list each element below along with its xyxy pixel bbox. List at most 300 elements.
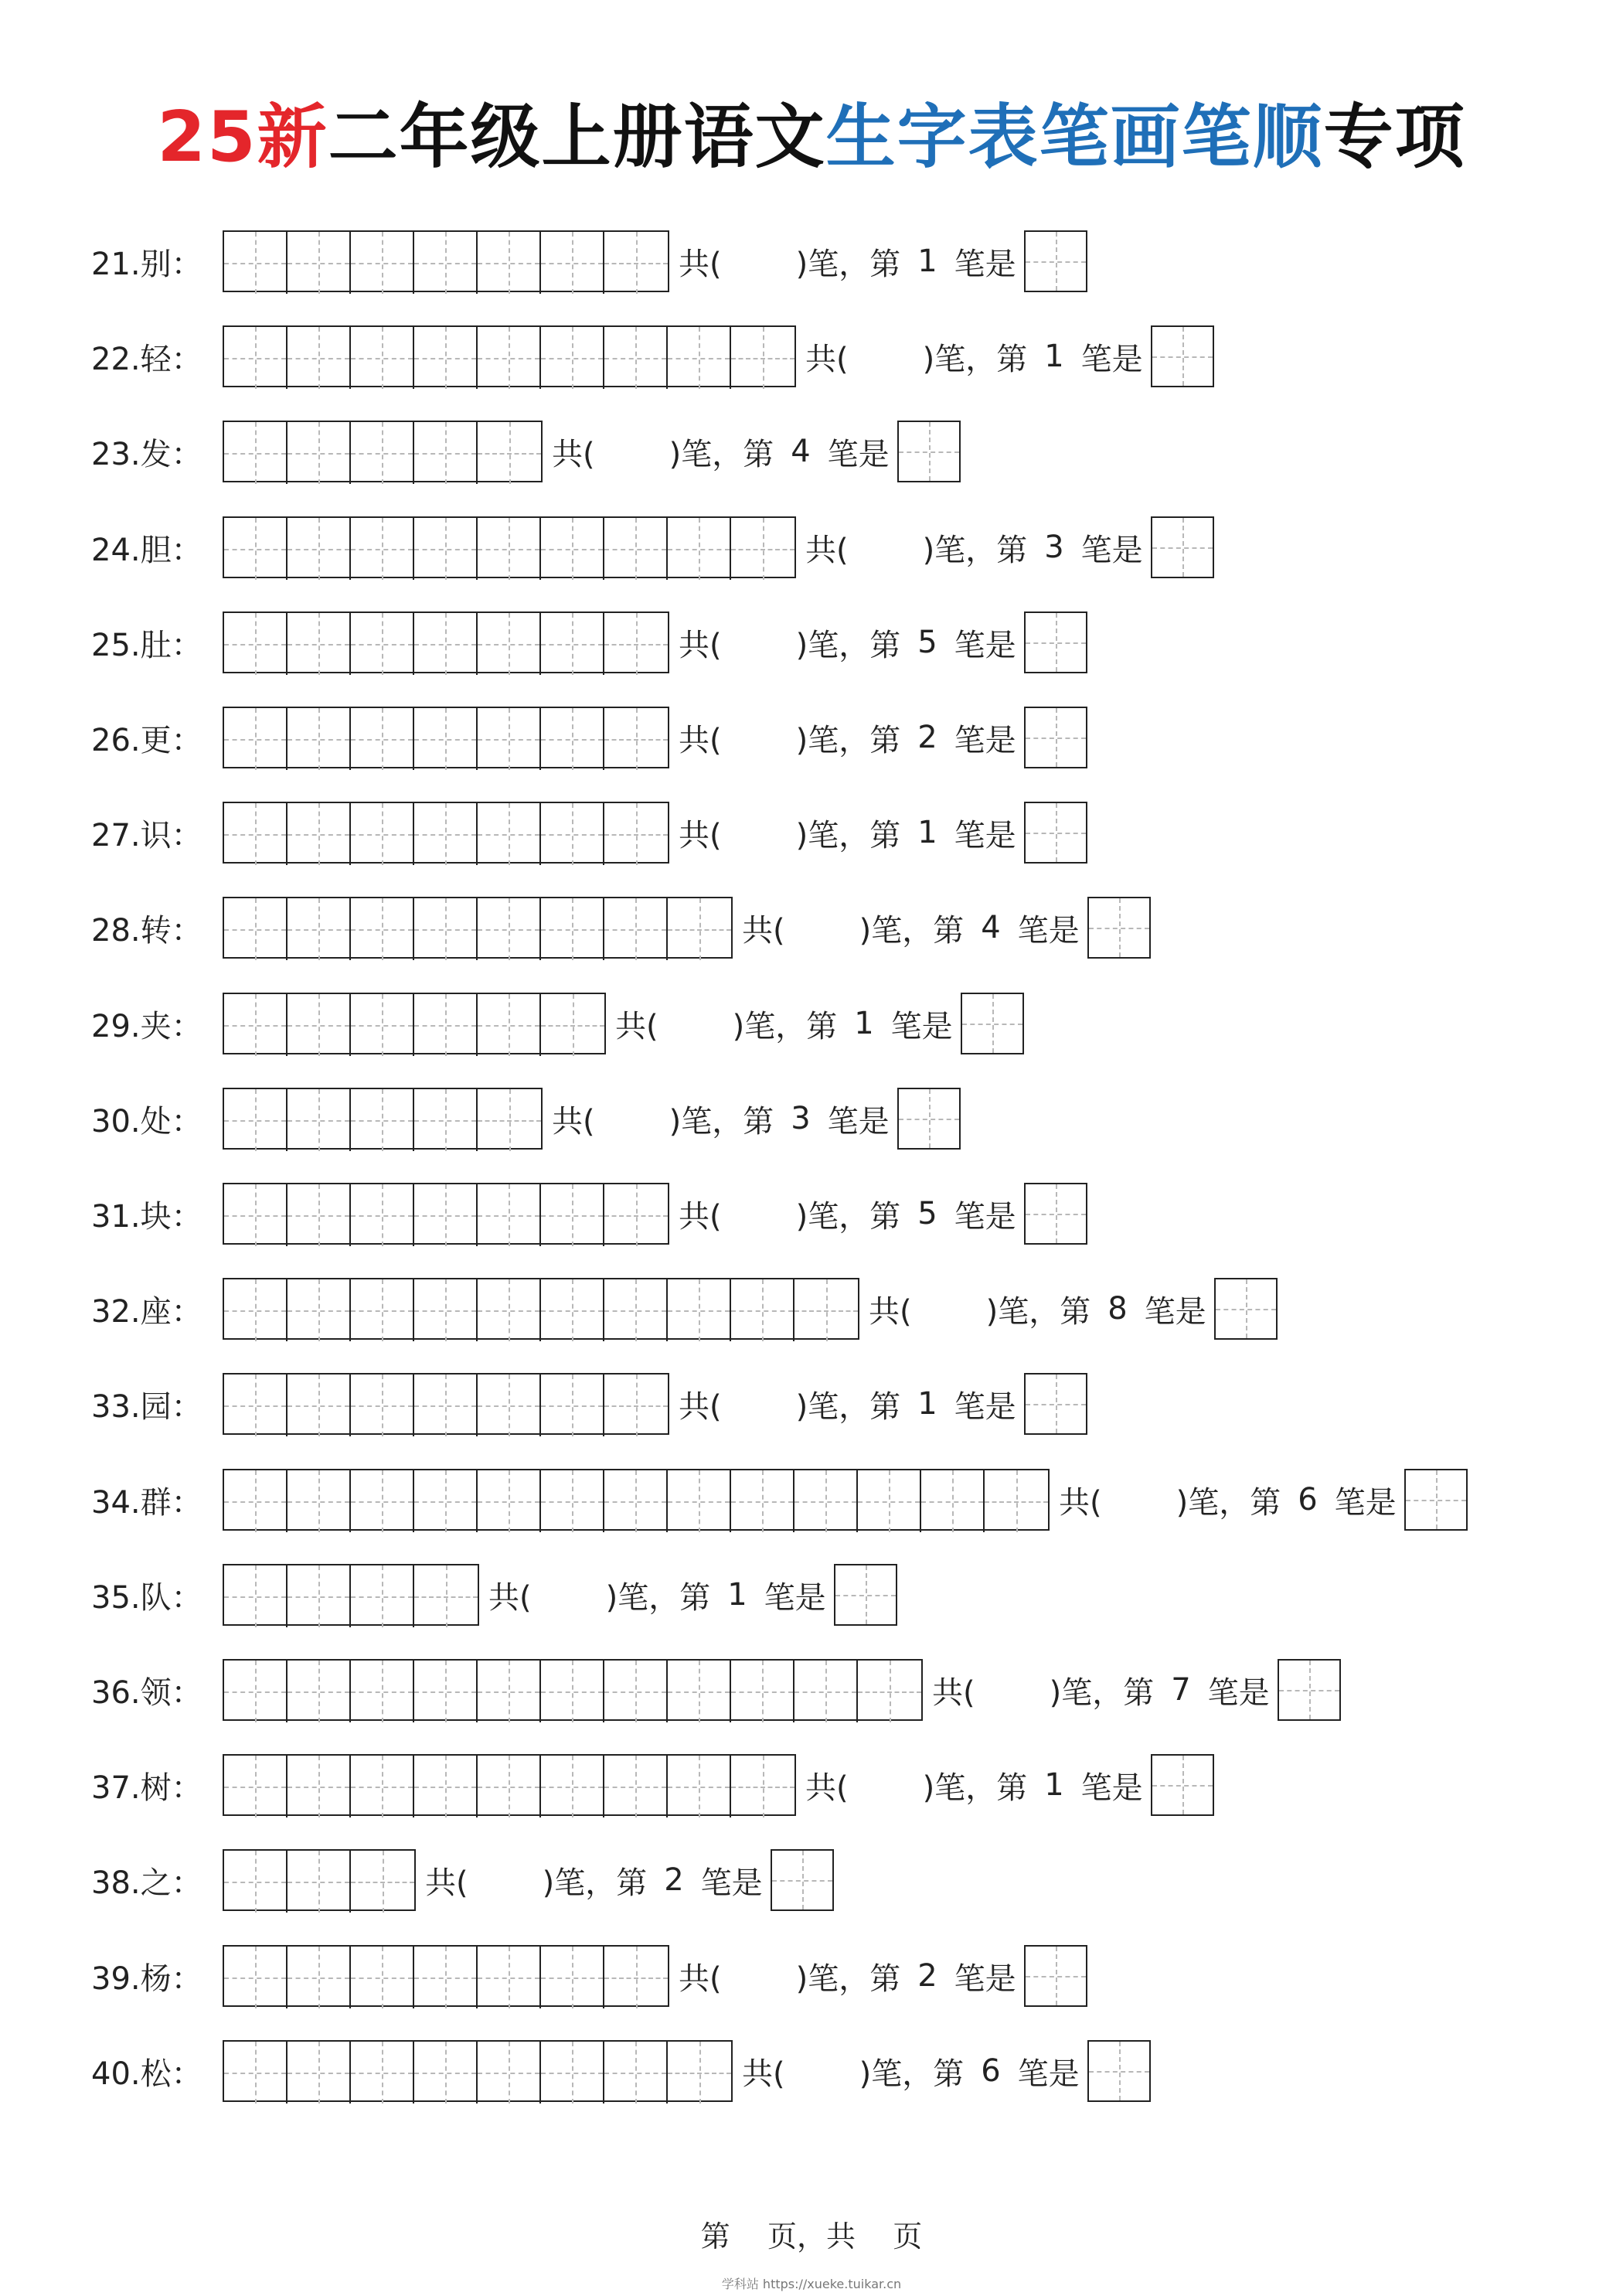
exercise-row xyxy=(91,1753,1214,1817)
character-label: 26.更： xyxy=(91,722,202,758)
writing-box[interactable] xyxy=(541,994,604,1056)
stroke-question xyxy=(742,2049,1080,2093)
stroke-question xyxy=(932,1668,1270,1712)
stroke-order-grid xyxy=(223,1945,669,2007)
writing-box[interactable] xyxy=(288,422,351,484)
writing-box[interactable] xyxy=(541,708,604,770)
writing-box[interactable] xyxy=(541,1947,604,2008)
page-footer: 第 页，共 页 xyxy=(700,2219,923,2253)
writing-box[interactable] xyxy=(224,1184,288,1246)
total-prefix: 共( xyxy=(805,1770,849,1806)
stroke-index: 4 xyxy=(981,910,1001,945)
writing-box[interactable] xyxy=(288,613,351,675)
stroke-question xyxy=(805,1763,1143,1807)
writing-box[interactable] xyxy=(224,1947,288,2008)
writing-box[interactable] xyxy=(288,1851,351,1913)
stroke-index: 1 xyxy=(1044,1767,1064,1803)
stroke-index: 1 xyxy=(727,1577,747,1613)
character-label: 31.块： xyxy=(91,1198,202,1235)
writing-box[interactable] xyxy=(224,1565,288,1627)
answer-box[interactable] xyxy=(834,1564,897,1626)
writing-box[interactable] xyxy=(224,708,288,770)
writing-box[interactable] xyxy=(351,708,414,770)
writing-box[interactable] xyxy=(288,994,351,1056)
writing-box[interactable] xyxy=(414,1279,478,1341)
stroke-index: 4 xyxy=(791,434,811,469)
writing-box[interactable] xyxy=(604,898,668,960)
writing-box[interactable] xyxy=(288,1470,351,1532)
stroke-index: 5 xyxy=(917,1196,937,1231)
writing-box[interactable] xyxy=(541,1470,604,1532)
answer-box[interactable] xyxy=(1404,1469,1468,1531)
writing-box[interactable] xyxy=(604,803,668,865)
writing-box[interactable] xyxy=(288,1089,351,1151)
writing-box[interactable] xyxy=(541,232,604,294)
writing-box[interactable] xyxy=(351,898,414,960)
writing-box[interactable] xyxy=(351,1661,414,1722)
writing-box[interactable] xyxy=(478,518,541,580)
exercise-row xyxy=(91,1657,1341,1722)
exercise-row xyxy=(91,1562,897,1627)
character-label: 21.别： xyxy=(91,246,202,282)
stroke-order-grid xyxy=(223,516,796,578)
writing-box[interactable] xyxy=(351,1565,414,1627)
strokes-suffix: )笔，第 xyxy=(922,341,1028,377)
answer-box[interactable] xyxy=(1151,1754,1214,1816)
writing-box[interactable] xyxy=(351,327,414,389)
answer-box[interactable] xyxy=(1024,611,1087,673)
writing-box[interactable] xyxy=(478,1184,541,1246)
writing-box[interactable] xyxy=(224,1661,288,1722)
stroke-is-label: 笔是 xyxy=(954,627,1016,663)
writing-box[interactable] xyxy=(794,1661,858,1722)
writing-box[interactable] xyxy=(414,1375,478,1436)
writing-box[interactable] xyxy=(478,898,541,960)
stroke-question xyxy=(679,1954,1016,1998)
stroke-is-label: 笔是 xyxy=(1334,1484,1397,1521)
strokes-suffix: )笔，第 xyxy=(795,627,901,663)
total-prefix: 共( xyxy=(679,246,722,282)
writing-box[interactable] xyxy=(414,232,478,294)
strokes-suffix: )笔，第 xyxy=(795,1388,901,1425)
writing-box[interactable] xyxy=(541,2042,604,2104)
stroke-is-label: 笔是 xyxy=(1144,1293,1206,1330)
stroke-index: 1 xyxy=(1044,339,1064,374)
stroke-order-grid xyxy=(223,1183,669,1245)
stroke-is-label: 笔是 xyxy=(1080,532,1143,568)
strokes-suffix: )笔，第 xyxy=(605,1579,711,1616)
writing-box[interactable] xyxy=(604,232,668,294)
stroke-question xyxy=(679,621,1016,665)
writing-box[interactable] xyxy=(668,518,731,580)
writing-box[interactable] xyxy=(604,1756,668,1817)
writing-box[interactable] xyxy=(351,1470,414,1532)
stroke-is-label: 笔是 xyxy=(1080,1770,1143,1806)
writing-box[interactable] xyxy=(288,1565,351,1627)
writing-box[interactable] xyxy=(858,1661,921,1722)
answer-box[interactable] xyxy=(961,993,1024,1054)
stroke-index: 7 xyxy=(1171,1672,1191,1708)
stroke-order-grid xyxy=(223,1754,796,1816)
character-label: 28.转： xyxy=(91,912,202,949)
stroke-is-label: 笔是 xyxy=(954,1198,1016,1235)
writing-box[interactable] xyxy=(224,232,288,294)
stroke-question xyxy=(615,1002,953,1046)
writing-box[interactable] xyxy=(414,613,478,675)
writing-box[interactable] xyxy=(604,327,668,389)
writing-box[interactable] xyxy=(351,613,414,675)
stroke-index: 3 xyxy=(791,1101,811,1136)
writing-box[interactable] xyxy=(478,803,541,865)
stroke-order-grid xyxy=(223,802,669,864)
writing-box[interactable] xyxy=(288,232,351,294)
writing-box[interactable] xyxy=(478,613,541,675)
writing-box[interactable] xyxy=(224,2042,288,2104)
exercise-row xyxy=(91,419,961,484)
answer-box[interactable] xyxy=(1087,2040,1151,2102)
writing-box[interactable] xyxy=(731,518,794,580)
answer-box[interactable] xyxy=(1024,802,1087,864)
stroke-question xyxy=(679,811,1016,855)
strokes-suffix: )笔，第 xyxy=(669,436,774,472)
writing-box[interactable] xyxy=(604,1947,668,2008)
character-label: 30.处： xyxy=(91,1103,202,1139)
stroke-is-label: 笔是 xyxy=(764,1579,826,1616)
writing-box[interactable] xyxy=(224,1089,288,1151)
writing-box[interactable] xyxy=(604,708,668,770)
writing-box[interactable] xyxy=(351,1947,414,2008)
answer-box[interactable] xyxy=(1214,1278,1278,1340)
stroke-question xyxy=(742,906,1080,950)
answer-box[interactable] xyxy=(897,421,961,482)
writing-box[interactable] xyxy=(731,1470,794,1532)
writing-box[interactable] xyxy=(224,1375,288,1436)
stroke-order-grid xyxy=(223,325,796,387)
exercise-row xyxy=(91,1276,1278,1341)
character-label: 40.松： xyxy=(91,2056,202,2092)
stroke-question xyxy=(679,716,1016,760)
writing-box[interactable] xyxy=(288,1661,351,1722)
total-prefix: 共( xyxy=(488,1579,532,1616)
writing-box[interactable] xyxy=(604,518,668,580)
exercise-row xyxy=(91,1371,1087,1436)
stroke-is-label: 笔是 xyxy=(827,436,890,472)
stroke-index: 1 xyxy=(854,1006,874,1041)
writing-box[interactable] xyxy=(478,1470,541,1532)
writing-box[interactable] xyxy=(478,1756,541,1817)
writing-box[interactable] xyxy=(288,1375,351,1436)
exercise-row xyxy=(91,1467,1468,1532)
writing-box[interactable] xyxy=(541,613,604,675)
writing-box[interactable] xyxy=(224,518,288,580)
character-label: 34.群： xyxy=(91,1484,202,1521)
writing-box[interactable] xyxy=(478,2042,541,2104)
writing-box[interactable] xyxy=(224,1851,288,1913)
writing-box[interactable] xyxy=(288,518,351,580)
writing-box[interactable] xyxy=(668,1470,731,1532)
title-part: 25新 xyxy=(157,97,328,178)
writing-box[interactable] xyxy=(541,1661,604,1722)
writing-box[interactable] xyxy=(541,1375,604,1436)
stroke-index: 5 xyxy=(917,625,937,660)
writing-box[interactable] xyxy=(541,898,604,960)
writing-box[interactable] xyxy=(351,1089,414,1151)
writing-box[interactable] xyxy=(604,1470,668,1532)
writing-box[interactable] xyxy=(604,1279,668,1341)
character-label: 22.轻： xyxy=(91,341,202,377)
stroke-order-grid xyxy=(223,707,669,768)
writing-box[interactable] xyxy=(604,2042,668,2104)
writing-box[interactable] xyxy=(224,1470,288,1532)
writing-box[interactable] xyxy=(541,518,604,580)
writing-box[interactable] xyxy=(731,327,794,389)
total-prefix: 共( xyxy=(679,1960,722,1997)
writing-box[interactable] xyxy=(858,1470,921,1532)
writing-box[interactable] xyxy=(224,994,288,1056)
writing-box[interactable] xyxy=(224,613,288,675)
writing-box[interactable] xyxy=(478,327,541,389)
answer-box[interactable] xyxy=(1024,1183,1087,1245)
stroke-is-label: 笔是 xyxy=(1017,2056,1080,2092)
stroke-is-label: 笔是 xyxy=(954,817,1016,853)
writing-box[interactable] xyxy=(288,2042,351,2104)
exercise-row xyxy=(91,1943,1087,2008)
exercise-row xyxy=(91,895,1151,960)
total-prefix: 共( xyxy=(742,912,785,949)
writing-box[interactable] xyxy=(224,1279,288,1341)
writing-box[interactable] xyxy=(224,327,288,389)
exercise-row xyxy=(91,1086,961,1151)
writing-box[interactable] xyxy=(414,1089,478,1151)
stroke-question xyxy=(488,1573,826,1617)
writing-box[interactable] xyxy=(414,803,478,865)
stroke-index: 1 xyxy=(917,815,937,850)
writing-box[interactable] xyxy=(288,1279,351,1341)
writing-box[interactable] xyxy=(224,898,288,960)
stroke-order-grid xyxy=(223,2040,733,2102)
stroke-question xyxy=(552,1097,890,1141)
stroke-index: 6 xyxy=(1298,1482,1318,1518)
writing-box[interactable] xyxy=(351,1184,414,1246)
writing-box[interactable] xyxy=(351,232,414,294)
character-label: 27.识： xyxy=(91,817,202,853)
writing-box[interactable] xyxy=(351,803,414,865)
answer-box[interactable] xyxy=(1151,325,1214,387)
answer-box[interactable] xyxy=(1024,1945,1087,2007)
writing-box[interactable] xyxy=(541,1279,604,1341)
writing-box[interactable] xyxy=(794,1279,858,1341)
writing-box[interactable] xyxy=(351,1279,414,1341)
stroke-is-label: 笔是 xyxy=(1017,912,1080,949)
writing-box[interactable] xyxy=(224,803,288,865)
writing-box[interactable] xyxy=(351,1851,414,1913)
writing-box[interactable] xyxy=(351,1756,414,1817)
total-prefix: 共( xyxy=(1059,1484,1102,1521)
answer-box[interactable] xyxy=(1024,1373,1087,1435)
exercise-row xyxy=(91,515,1214,580)
stroke-order-grid xyxy=(223,1088,543,1150)
writing-box[interactable] xyxy=(288,803,351,865)
stroke-question xyxy=(869,1287,1206,1331)
writing-box[interactable] xyxy=(288,898,351,960)
writing-box[interactable] xyxy=(351,518,414,580)
stroke-order-grid xyxy=(223,421,543,482)
writing-box[interactable] xyxy=(288,708,351,770)
writing-box[interactable] xyxy=(794,1470,858,1532)
writing-box[interactable] xyxy=(414,1184,478,1246)
stroke-is-label: 笔是 xyxy=(954,1960,1016,1997)
exercise-row xyxy=(91,324,1214,389)
writing-box[interactable] xyxy=(414,422,478,484)
total-prefix: 共( xyxy=(679,1388,722,1425)
answer-box[interactable] xyxy=(1087,897,1151,959)
writing-box[interactable] xyxy=(224,422,288,484)
writing-box[interactable] xyxy=(668,2042,731,2104)
stroke-is-label: 笔是 xyxy=(954,1388,1016,1425)
writing-box[interactable] xyxy=(478,422,541,484)
writing-box[interactable] xyxy=(288,327,351,389)
stroke-order-grid xyxy=(223,897,733,959)
title-part: 专项 xyxy=(1323,97,1466,178)
character-label: 23.发： xyxy=(91,436,202,472)
character-label: 29.夹： xyxy=(91,1008,202,1044)
writing-box[interactable] xyxy=(541,1184,604,1246)
writing-box[interactable] xyxy=(414,994,478,1056)
stroke-order-grid xyxy=(223,1278,859,1340)
total-prefix: 共( xyxy=(552,1103,595,1139)
exercise-row xyxy=(91,610,1087,675)
answer-box[interactable] xyxy=(897,1088,961,1150)
writing-box[interactable] xyxy=(478,1661,541,1722)
exercise-row xyxy=(91,991,1024,1056)
writing-box[interactable] xyxy=(288,1184,351,1246)
writing-box[interactable] xyxy=(478,1375,541,1436)
writing-box[interactable] xyxy=(668,1661,731,1722)
stroke-order-grid xyxy=(223,1849,416,1911)
exercise-row xyxy=(91,1848,834,1913)
writing-box[interactable] xyxy=(731,1756,794,1817)
character-label: 25.肚： xyxy=(91,627,202,663)
stroke-order-grid xyxy=(223,993,606,1054)
writing-box[interactable] xyxy=(414,1661,478,1722)
writing-box[interactable] xyxy=(478,1279,541,1341)
writing-box[interactable] xyxy=(604,1184,668,1246)
writing-box[interactable] xyxy=(541,327,604,389)
exercise-row xyxy=(91,2039,1151,2104)
writing-box[interactable] xyxy=(541,1756,604,1817)
writing-box[interactable] xyxy=(541,803,604,865)
answer-box[interactable] xyxy=(1151,516,1214,578)
writing-box[interactable] xyxy=(731,1661,794,1722)
writing-box[interactable] xyxy=(921,1470,985,1532)
character-label: 32.座： xyxy=(91,1293,202,1330)
writing-box[interactable] xyxy=(414,2042,478,2104)
strokes-suffix: )笔，第 xyxy=(795,1198,901,1235)
stroke-is-label: 笔是 xyxy=(890,1008,953,1044)
writing-box[interactable] xyxy=(288,1756,351,1817)
answer-box[interactable] xyxy=(1024,707,1087,768)
total-prefix: 共( xyxy=(425,1865,468,1901)
writing-box[interactable] xyxy=(731,1279,794,1341)
exercise-row xyxy=(91,800,1087,865)
writing-box[interactable] xyxy=(985,1470,1048,1532)
strokes-suffix: )笔，第 xyxy=(985,1293,1091,1330)
writing-box[interactable] xyxy=(288,1947,351,2008)
writing-box[interactable] xyxy=(668,327,731,389)
strokes-suffix: )笔，第 xyxy=(542,1865,648,1901)
answer-box[interactable] xyxy=(1278,1659,1341,1721)
writing-box[interactable] xyxy=(668,1756,731,1817)
strokes-suffix: )笔，第 xyxy=(732,1008,838,1044)
writing-box[interactable] xyxy=(478,232,541,294)
writing-box[interactable] xyxy=(414,1756,478,1817)
total-prefix: 共( xyxy=(552,436,595,472)
writing-box[interactable] xyxy=(414,1947,478,2008)
stroke-order-grid xyxy=(223,1564,479,1626)
writing-box[interactable] xyxy=(414,327,478,389)
answer-box[interactable] xyxy=(771,1849,834,1911)
writing-box[interactable] xyxy=(414,1470,478,1532)
writing-box[interactable] xyxy=(478,1947,541,2008)
stroke-order-grid xyxy=(223,1659,923,1721)
writing-box[interactable] xyxy=(478,994,541,1056)
writing-box[interactable] xyxy=(478,1089,541,1151)
answer-box[interactable] xyxy=(1024,230,1087,292)
character-label: 37.树： xyxy=(91,1770,202,1806)
stroke-index: 2 xyxy=(664,1862,684,1898)
writing-box[interactable] xyxy=(414,518,478,580)
stroke-order-grid xyxy=(223,230,669,292)
total-prefix: 共( xyxy=(679,722,722,758)
stroke-index: 6 xyxy=(981,2053,1001,2089)
writing-box[interactable] xyxy=(351,994,414,1056)
writing-box[interactable] xyxy=(414,898,478,960)
exercise-row xyxy=(91,1181,1087,1246)
stroke-question xyxy=(805,335,1143,379)
total-prefix: 共( xyxy=(742,2056,785,2092)
writing-box[interactable] xyxy=(478,708,541,770)
exercise-row xyxy=(91,229,1087,294)
writing-box[interactable] xyxy=(604,1661,668,1722)
strokes-suffix: )笔，第 xyxy=(669,1103,774,1139)
stroke-index: 2 xyxy=(917,720,937,755)
stroke-index: 1 xyxy=(917,244,937,279)
writing-box[interactable] xyxy=(668,898,731,960)
strokes-suffix: )笔，第 xyxy=(795,817,901,853)
source-watermark: 学科站 https://xueke.tuikar.cn xyxy=(721,2277,902,2291)
writing-box[interactable] xyxy=(604,1375,668,1436)
writing-box[interactable] xyxy=(351,2042,414,2104)
strokes-suffix: )笔，第 xyxy=(859,2056,965,2092)
strokes-suffix: )笔，第 xyxy=(795,1960,901,1997)
writing-box[interactable] xyxy=(604,613,668,675)
total-prefix: 共( xyxy=(679,627,722,663)
strokes-suffix: )笔，第 xyxy=(795,722,901,758)
writing-box[interactable] xyxy=(224,1756,288,1817)
stroke-is-label: 笔是 xyxy=(827,1103,890,1139)
writing-box[interactable] xyxy=(351,1375,414,1436)
total-prefix: 共( xyxy=(932,1674,975,1711)
writing-box[interactable] xyxy=(414,1565,478,1627)
writing-box[interactable] xyxy=(351,422,414,484)
strokes-suffix: )笔，第 xyxy=(795,246,901,282)
character-label: 38.之： xyxy=(91,1865,202,1901)
writing-box[interactable] xyxy=(414,708,478,770)
stroke-question xyxy=(425,1858,763,1903)
writing-box[interactable] xyxy=(668,1279,731,1341)
title-part: 生字表笔画笔顺 xyxy=(825,97,1324,178)
strokes-suffix: )笔，第 xyxy=(922,532,1028,568)
